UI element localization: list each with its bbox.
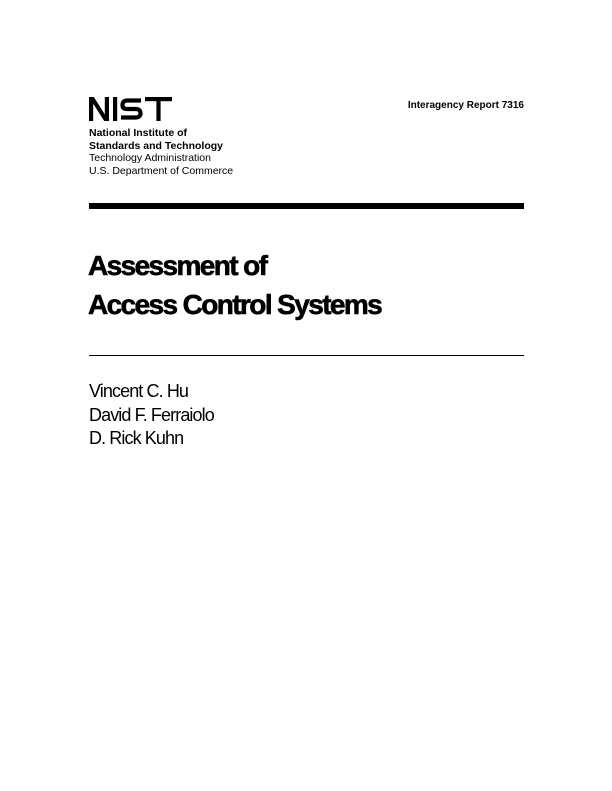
title-line-1: Assessment of bbox=[88, 250, 267, 281]
author-name: David F. Ferraiolo bbox=[89, 404, 214, 425]
organization-name-line-2: Standards and Technology bbox=[89, 139, 223, 152]
organization-subtitle bbox=[89, 152, 249, 178]
author-list bbox=[89, 380, 214, 451]
organization-subtitle-line-1: Technology Administration bbox=[89, 152, 211, 164]
nist-logo-block bbox=[89, 96, 249, 178]
title-line-2: Access Control Systems bbox=[88, 289, 382, 320]
organization-name-line-1: National Institute of bbox=[89, 127, 187, 139]
author-name: Vincent C. Hu bbox=[89, 381, 189, 401]
organization-name bbox=[89, 127, 249, 152]
report-number: Interagency Report 7316 bbox=[407, 100, 524, 111]
author-name: D. Rick Kuhn bbox=[89, 428, 184, 448]
document-title bbox=[88, 246, 528, 324]
header-divider-thick bbox=[89, 203, 524, 209]
organization-subtitle-line-2: U.S. Department of Commerce bbox=[89, 165, 234, 177]
title-divider-thin bbox=[89, 355, 524, 356]
nist-logo bbox=[89, 96, 173, 122]
